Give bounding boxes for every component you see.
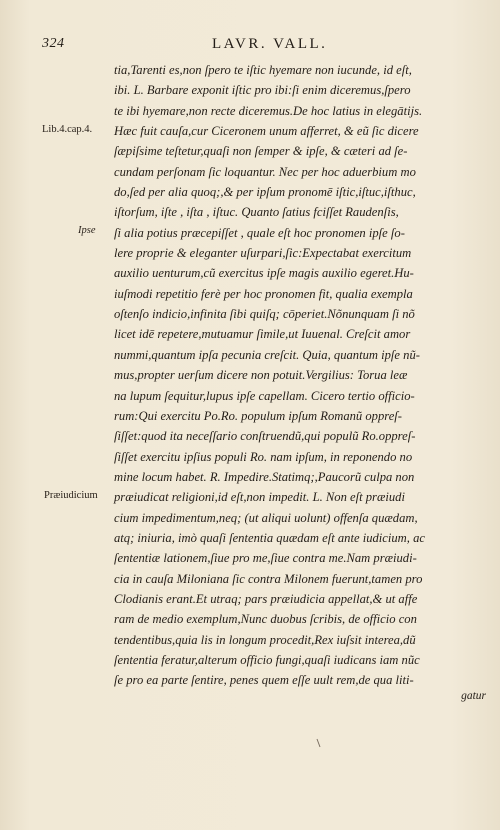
text-line: ſi alia potius præcepiſſet , quale eſt hoc pronomen ipſe ſo- [114, 225, 405, 240]
text-line: ibi. L. Barbare exponit iſtic pro ibi:ſi enim diceremus,ſpero [114, 83, 411, 98]
stray-mark [316, 738, 322, 750]
text-line: cundam perſonam ſic loquantur. Nec per hoc aduerbium mo [114, 164, 416, 179]
text-line: mine locum habet. R. Impedire.Statimq;,Paucorũ culpa non [114, 469, 415, 484]
text-line: ſiſſet exercitu ipſius populi Ro. nam ipſum, in reponendo no [114, 449, 413, 464]
running-head: LAVR. VALL. [212, 36, 328, 52]
text-line: ſæpiſsime teſtetur,quaſi non ſemper & ipſe, & cæteri ad ſe- [114, 144, 408, 159]
text-line: ram de medio exemplum,Nunc duobus ſcribis, de officio con [114, 612, 417, 627]
text-line: Clodianis erant.Et utraq; pars præiudicia appellat,& ut affe [114, 591, 418, 606]
body-text [114, 60, 490, 705]
text-line: cium impedimentum,neq; (ut aliqui uolunt) offenſa quædam, [114, 510, 418, 525]
text-line: atq; iniuria, imò quaſi ſententia quædam eſt ante iudicium, ac [114, 530, 425, 545]
text-line: iſtorſum, iſte , iſta , iſtuc. Quanto ſatius fciſſet Raudenſis, [114, 205, 399, 220]
text-line: cia in cauſa Miloniana ſic contra Milonem fuerunt,tamen pro [114, 571, 423, 586]
text-line: ſententia feratur,alterum officio fungi,quaſi iudicans iam nũc [114, 652, 420, 667]
catchword: gatur [461, 689, 486, 702]
text-line: auxilio uenturum,cũ exercitus ipſe magis auxilio egeret.Hu- [114, 266, 414, 281]
text-line: tia,Tarenti es,non ſpero te iſtic hyemare non iucunde, id eſt, [114, 63, 412, 77]
text-line: ſententiæ lationem,ſiue pro me,ſiue contra me.Nam præiudi- [114, 551, 417, 566]
text-line: rum:Qui exercitu Po.Ro. populum ipſum Romanũ oppreſ- [114, 408, 402, 423]
text-line: ſiſſet:quod ita neceſſario conſtruendũ,qui populũ Ro.oppreſ- [114, 429, 416, 444]
margin-note-praeiudicium: Præiudicium [44, 490, 98, 501]
text-line: tendentibus,quia lis in longum procedit,Rex iuſsit interea,dũ [114, 632, 416, 647]
text-line: licet idē repetere,mutuamur ſimile,ut Iuuenal. Creſcit amor [114, 327, 411, 342]
page-header [0, 36, 500, 56]
text-line: Hæc fuit cauſa,cur Ciceronem unum afferret, & eũ ſic dicere [114, 124, 419, 139]
page-number: 324 [42, 36, 65, 51]
text-line: te ibi hyemare,non recte diceremus.De hoc latius in elegātijs. [114, 103, 423, 118]
margin-note-book-chapter: Lib.4.cap.4. [42, 124, 93, 135]
margin-note-ipse: Ipse [78, 225, 96, 236]
text-line: do,ſed per alia quoq;,& per ipſum pronomē iſtic,iſtuc,iſthuc, [114, 185, 416, 200]
text-line: mus,propter uerſum dicere non potuit.Vergilius: Torua leæ [114, 368, 408, 383]
text-line: lere proprie & eleganter uſurpari,ſic:Expectabat exercitum [114, 246, 412, 261]
text-line: na lupum ſequitur,lupus ipſe capellam. Cicero tertio officio- [114, 388, 415, 403]
text-line: nummi,quantum ipſa pecunia creſcit. Quia, quantum ipſe nũ- [114, 347, 420, 362]
text-line: oſtenſo indicio,infinita ſibi quiſq; cōperiet.Nõnunquam ſi nõ [114, 307, 415, 322]
text-line: ſe pro ea parte ſentire, penes quem eſſe uult rem,de qua liti- [114, 673, 414, 688]
text-line: iuſmodi repetitio ferè per hoc pronomen fit, qualia exempla [114, 286, 413, 301]
text-line: præiudicat religioni,id eſt,non impedit. L. Non eſt præiudi [114, 490, 405, 505]
